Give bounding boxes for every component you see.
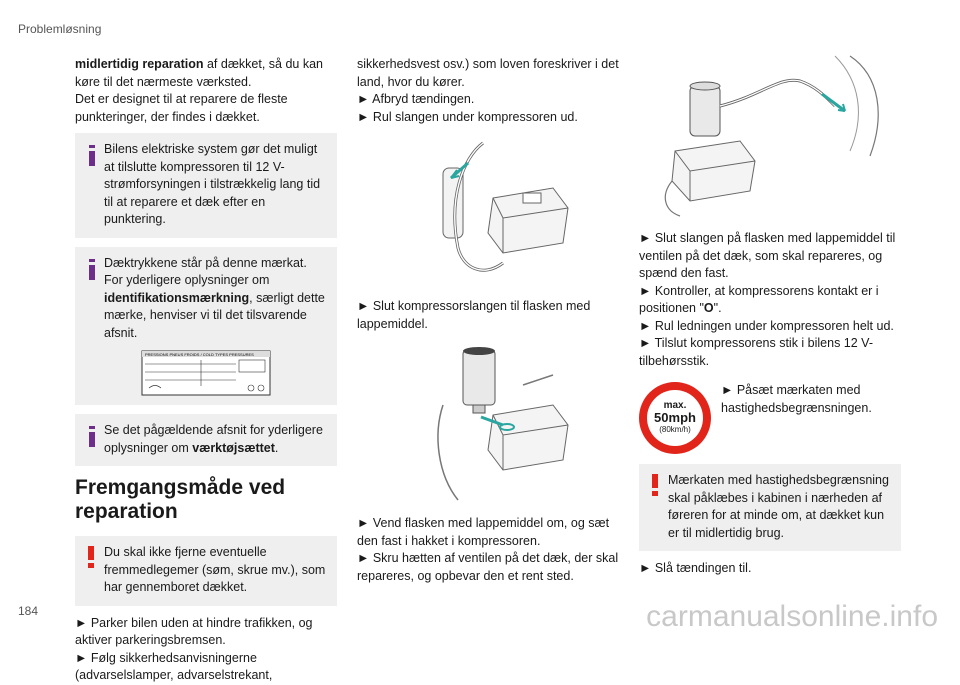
sign-line-1: max. xyxy=(663,400,687,411)
intro-rest: af dækket, så du kan køre til det nærmeste værksted. xyxy=(75,57,324,89)
info-box-tyre-pressure xyxy=(75,247,337,406)
speed-limit-sign-icon xyxy=(639,382,711,454)
warning-icon xyxy=(87,546,95,568)
warning-text: Mærkaten med hastighedsbegrænsning skal påklæbes i kabinen i nærheden af føreren for at minde om, at dækket kun er til midlertidig brug. xyxy=(668,473,889,540)
intro-bold: midlertidig reparation xyxy=(75,57,204,71)
column-3 xyxy=(639,56,901,578)
label-title: PRESSIONS PNEUS FROIDS / COLD TYPES PRESSURES xyxy=(145,352,254,357)
info-text: Dæktrykkene står på denne mærkat. For yderligere oplysninger om identifikationsmærkning, særligt dette mærke, henviser vi til det tilsvarende afsnit. xyxy=(104,255,325,340)
warning-box-foreign-objects xyxy=(75,536,337,606)
info-box-toolkit xyxy=(75,414,337,466)
info-icon xyxy=(87,145,97,167)
watermark: carmanualsonline.info xyxy=(646,600,938,633)
sign-line-2: 50mph xyxy=(654,410,696,425)
speed-sticker-row xyxy=(639,382,901,454)
section-header: Problemløsning xyxy=(18,22,102,36)
step-check-switch: ► Kontroller, at kompressorens kontakt er i positionen "O". xyxy=(639,283,879,315)
safety-continued: sikkerhedsvest osv.) som loven foreskriver i det land, hvor du kører. xyxy=(357,57,619,89)
step-ignition-off: ► Afbryd tændingen. xyxy=(357,92,475,106)
page-number: 184 xyxy=(18,604,39,618)
sign-line-3: (80km/h) xyxy=(659,425,691,434)
speed-sticker-text: ► Påsæt mærkaten med hastighedsbegrænsningen. xyxy=(721,383,872,415)
info-box-electrical xyxy=(75,133,337,238)
step-connect-valve: ► Slut slangen på flasken med lappemiddel til ventilen på det dæk, som skal repareres, og spænd den fast. xyxy=(639,231,896,280)
info-text: Se det pågældende afsnit for yderligere oplysninger om værktøjsættet. xyxy=(104,423,323,455)
section-heading: Fremgangsmåde ved reparation xyxy=(75,476,286,523)
step-plug-socket: ► Tilslut kompressorens stik i bilens 12 V-tilbehørsstik. xyxy=(639,336,873,368)
tyre-connection-illustration xyxy=(650,56,890,216)
step-ignition-on: ► Slå tændingen til. xyxy=(639,561,752,575)
info-icon xyxy=(87,426,97,448)
bottle-illustration xyxy=(403,345,573,505)
step-park: ► Parker bilen uden at hindre trafikken, og aktiver parkeringsbremsen. xyxy=(75,615,313,647)
warning-text: Du skal ikke fjerne eventuelle fremmedlegemer (søm, skrue mv.), som har gennemboret dækket. xyxy=(104,545,326,594)
intro-paragraph-2: Det er designet til at reparere de fleste punkteringer, der findes i dækket. xyxy=(75,92,288,124)
warning-box-speed-sticker xyxy=(639,464,901,551)
step-connect-bottle: ► Slut kompressorslangen til flasken med lappemiddel. xyxy=(357,299,591,331)
step-remove-cap: ► Skru hætten af ventilen på det dæk, der skal repareres, og opbevar den et rent sted. xyxy=(357,551,619,583)
info-text: Bilens elektriske system gør det muligt at tilslutte kompressoren til 12 V-strømforsyningen i tilstrækkelig lang tid til at reparere et dæk efter en punktering. xyxy=(104,142,321,226)
tyre-pressure-label-image xyxy=(141,350,271,396)
compressor-hose-illustration xyxy=(403,138,573,288)
step-invert-bottle: ► Vend flasken med lappemiddel om, og sæt den fast i hakket i kompressoren. xyxy=(357,516,610,548)
info-icon xyxy=(87,259,97,281)
column-2 xyxy=(357,56,619,585)
step-unroll-cable: ► Rul ledningen under kompressoren helt ud. xyxy=(639,318,894,333)
warning-icon xyxy=(651,474,659,496)
column-1 xyxy=(75,56,337,685)
step-unroll-hose: ► Rul slangen under kompressoren ud. xyxy=(357,109,578,124)
intro-paragraph xyxy=(75,56,337,91)
step-safety: ► Følg sikkerhedsanvisningerne (advarselslamper, advarselstrekant, xyxy=(75,650,273,682)
